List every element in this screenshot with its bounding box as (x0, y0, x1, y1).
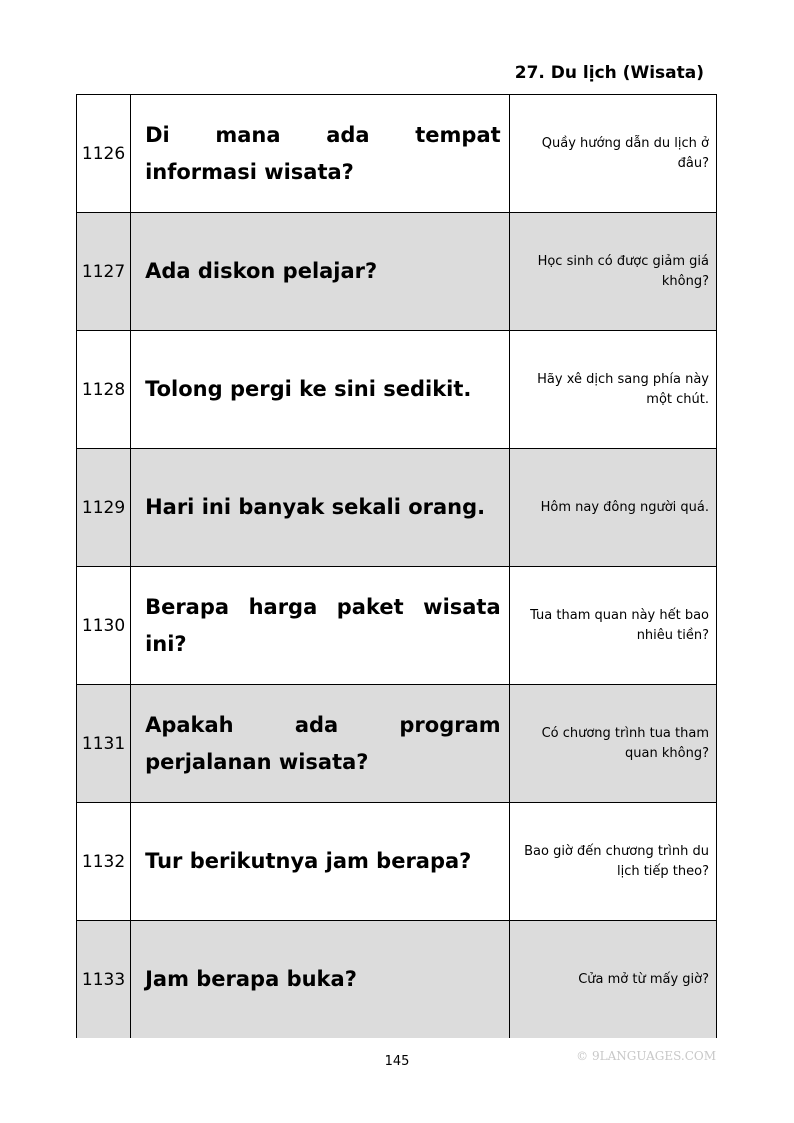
phrase-number: 1127 (77, 213, 131, 331)
phrase-row (77, 921, 717, 1039)
indonesian-phrase: Di mana ada tempat informasi wisata? (131, 95, 510, 213)
phrase-row (77, 685, 717, 803)
phrase-row (77, 803, 717, 921)
vietnamese-translation: Tua tham quan này hết bao nhiêu tiền? (509, 567, 716, 685)
phrase-row (77, 449, 717, 567)
indonesian-phrase: Apakah ada program perjalanan wisata? (131, 685, 510, 803)
page-number: 145 (384, 1054, 410, 1069)
phrase-number: 1129 (77, 449, 131, 567)
vietnamese-translation: Hôm nay đông người quá. (509, 449, 716, 567)
watermark: © 9LANGUAGES.COM (576, 1049, 716, 1063)
phrase-number: 1126 (77, 95, 131, 213)
phrase-row (77, 213, 717, 331)
indonesian-phrase: Berapa harga paket wisata ini? (131, 567, 510, 685)
indonesian-phrase: Jam berapa buka? (131, 921, 510, 1039)
phrase-number: 1131 (77, 685, 131, 803)
phrase-number: 1130 (77, 567, 131, 685)
vietnamese-translation: Quầy hướng dẫn du lịch ở đâu? (509, 95, 716, 213)
phrase-number: 1133 (77, 921, 131, 1039)
indonesian-phrase: Tolong pergi ke sini sedikit. (131, 331, 510, 449)
phrase-row (77, 331, 717, 449)
vietnamese-translation: Có chương trình tua tham quan không? (509, 685, 716, 803)
indonesian-phrase: Hari ini banyak sekali orang. (131, 449, 510, 567)
indonesian-phrase: Tur berikutnya jam berapa? (131, 803, 510, 921)
vietnamese-translation: Bao giờ đến chương trình du lịch tiếp theo? (509, 803, 716, 921)
phrase-table (76, 94, 717, 1038)
phrase-row (77, 95, 717, 213)
phrase-number: 1132 (77, 803, 131, 921)
vietnamese-translation: Cửa mở từ mấy giờ? (509, 921, 716, 1039)
phrase-number: 1128 (77, 331, 131, 449)
vietnamese-translation: Hãy xê dịch sang phía này một chút. (509, 331, 716, 449)
vietnamese-translation: Học sinh có được giảm giá không? (509, 213, 716, 331)
phrase-row (77, 567, 717, 685)
indonesian-phrase: Ada diskon pelajar? (131, 213, 510, 331)
section-title: 27. Du lịch (Wisata) (514, 63, 704, 83)
